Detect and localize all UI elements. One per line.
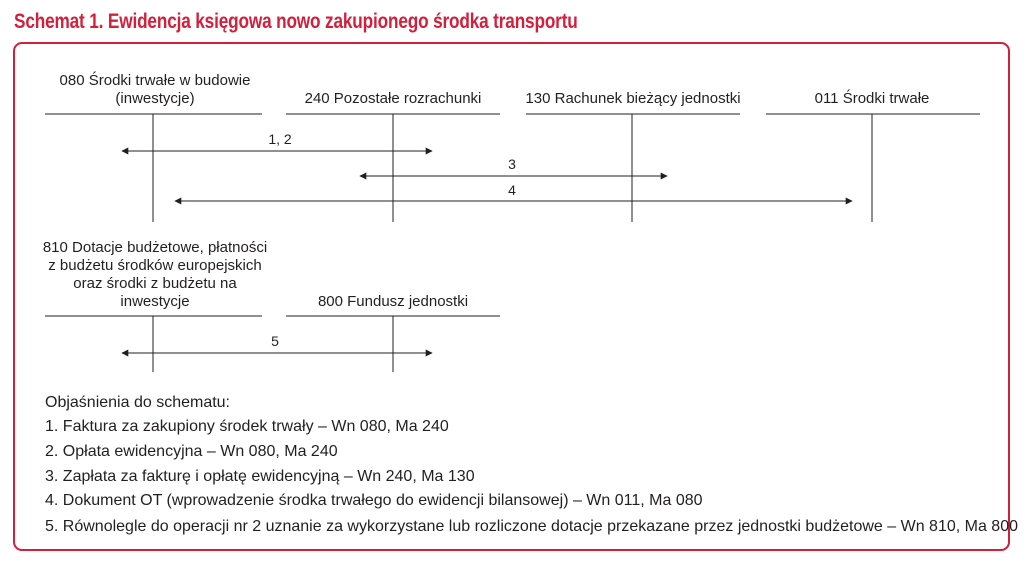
account-810-label <box>43 239 267 311</box>
account-080-label <box>60 72 251 108</box>
account-800-label: 800 Fundusz jednostki <box>317 293 469 310</box>
arrow-op-3-label: 3 <box>508 156 516 172</box>
arrow-op-5-label: 5 <box>271 333 279 349</box>
explanation-item: 4. Dokument OT (wprowadzenie środka trwałego do ewidencji bilansowej) – Wn 011, Ma 080 <box>45 492 703 509</box>
explanation-item: 3. Zapłata za fakturę i opłatę ewidencyjną – Wn 240, Ma 130 <box>45 468 475 485</box>
diagram-title: Schemat 1. Ewidencja księgowa nowo zakupionego środka transportu <box>14 10 578 33</box>
explanation-item: 1. Faktura za zakupiony środek trwały – Wn 080, Ma 240 <box>45 418 449 435</box>
explanation-item: 2. Opłata ewidencyjna – Wn 080, Ma 240 <box>45 443 338 460</box>
arrow-op-1-2-label: 1, 2 <box>268 131 292 147</box>
account-810-label-line: z budżetu środków europejskich <box>48 257 262 274</box>
account-810-label-line: 810 Dotacje budżetowe, płatności <box>42 239 268 256</box>
account-240-label: 240 Pozostałe rozrachunki <box>304 90 482 107</box>
account-810-label-line: inwestycje <box>120 293 190 310</box>
account-080-label-line: 080 Środki trwałe w budowie <box>59 72 251 89</box>
account-810-label-line: oraz środki z budżetu na <box>73 275 237 292</box>
account-130-label: 130 Rachunek bieżący jednostki <box>525 90 741 107</box>
arrow-op-4-label: 4 <box>508 182 516 198</box>
explanation-item: 5. Równolegle do operacji nr 2 uznanie za wykorzystane lub rozliczone dotacje przekazane przez jednostki budżetowe – Wn 810, Ma 800 <box>45 518 1018 535</box>
account-011-label: 011 Środki trwałe <box>814 90 930 107</box>
explanations-heading: Objaśnienia do schematu: <box>45 394 230 411</box>
account-080-label-line: (inwestycje) <box>115 90 195 107</box>
